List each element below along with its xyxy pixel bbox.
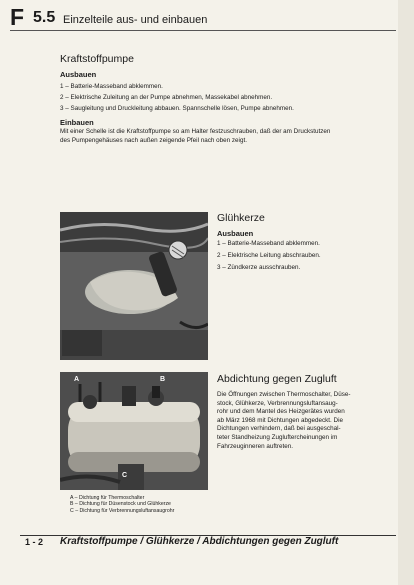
footer-title: Kraftstoffpumpe / Glühkerze / Abdichtungen gegen Zugluft	[60, 536, 339, 547]
photo-caption	[70, 495, 230, 514]
photo-label-c: C	[122, 472, 128, 479]
header-rule	[10, 30, 396, 31]
section-title-kraftstoffpumpe: Kraftstoffpumpe	[60, 53, 134, 65]
einbauen-heading: Einbauen	[60, 118, 94, 127]
photo-label-b: B	[160, 376, 166, 383]
text-line: rohr und dem Mantel des Heizgerätes wurden	[217, 408, 345, 416]
chapter-number: 5.5	[33, 9, 56, 26]
ausbauen-heading-2: Ausbauen	[217, 229, 254, 238]
caption-line: A – Dichtung für Thermoschalter	[70, 495, 145, 501]
chapter-letter: F	[10, 4, 25, 30]
text-line: Die Öffnungen zwischen Thermoschalter, Düse-	[217, 391, 351, 398]
text-line: des Pumpengehäuses nach außen zeigende Pfeil nach oben zeigt.	[60, 136, 247, 144]
text-line: Mit einer Schelle ist die Kraftstoffpumpe so am Halter festzuschrauben, daß der am Druckstutzen	[60, 128, 331, 135]
abdichtung-text	[217, 391, 397, 451]
list-item: 1 – Batterie-Masseband abklemmen.	[60, 83, 163, 90]
section-title-gluehkerze: Glühkerze	[217, 212, 265, 224]
chapter-title: Einzelteile aus- und einbauen	[63, 14, 208, 26]
text-line: teter Standheizung Zugluftercheinungen im	[217, 433, 338, 441]
photo-label-a: A	[74, 376, 80, 383]
ausbauen-list-2	[217, 239, 397, 273]
caption-line: B – Dichtung für Düsenstock und Glühkerze	[70, 501, 171, 508]
list-item: 1 – Batterie-Masseband abklemmen.	[217, 240, 320, 247]
gluehkerze-photo-drawing	[60, 212, 208, 360]
text-line: Fahrzeuginneren auftreten.	[217, 442, 293, 450]
list-item: 2 – Elektrische Leitung abschrauben.	[217, 252, 321, 259]
page-number: 1 - 2	[25, 537, 44, 547]
list-item: 3 – Zündkerze ausschrauben.	[217, 264, 301, 271]
einbauen-text	[60, 128, 396, 145]
caption-line: C – Dichtung für Verbrennungsluftansaugrohr	[70, 507, 175, 514]
section-title-abdichtung: Abdichtung gegen Zugluft	[217, 373, 337, 385]
abdichtung-photo-drawing	[60, 372, 208, 490]
list-item: 2 – Elektrische Zuleitung an der Pumpe abnehmen, Massekabel abnehmen.	[60, 94, 273, 101]
list-item: 3 – Saugleitung und Druckleitung abbauen. Spannschelle lösen, Pumpe abnehmen.	[60, 105, 294, 112]
ausbauen-list-1	[60, 82, 390, 114]
text-line: ab März 1968 mit Dichtungen abgedeckt. Die	[217, 416, 344, 424]
abdichtung-photo	[60, 372, 208, 490]
text-line: Dichtungen verhindern, daß bei ausgeschal-	[217, 425, 341, 433]
text-line: stock, Glühkerze, Verbrennungsluftansaug-	[217, 399, 338, 407]
page-edge	[398, 0, 414, 585]
gluehkerze-photo	[60, 212, 208, 360]
ausbauen-heading-1: Ausbauen	[60, 70, 97, 79]
